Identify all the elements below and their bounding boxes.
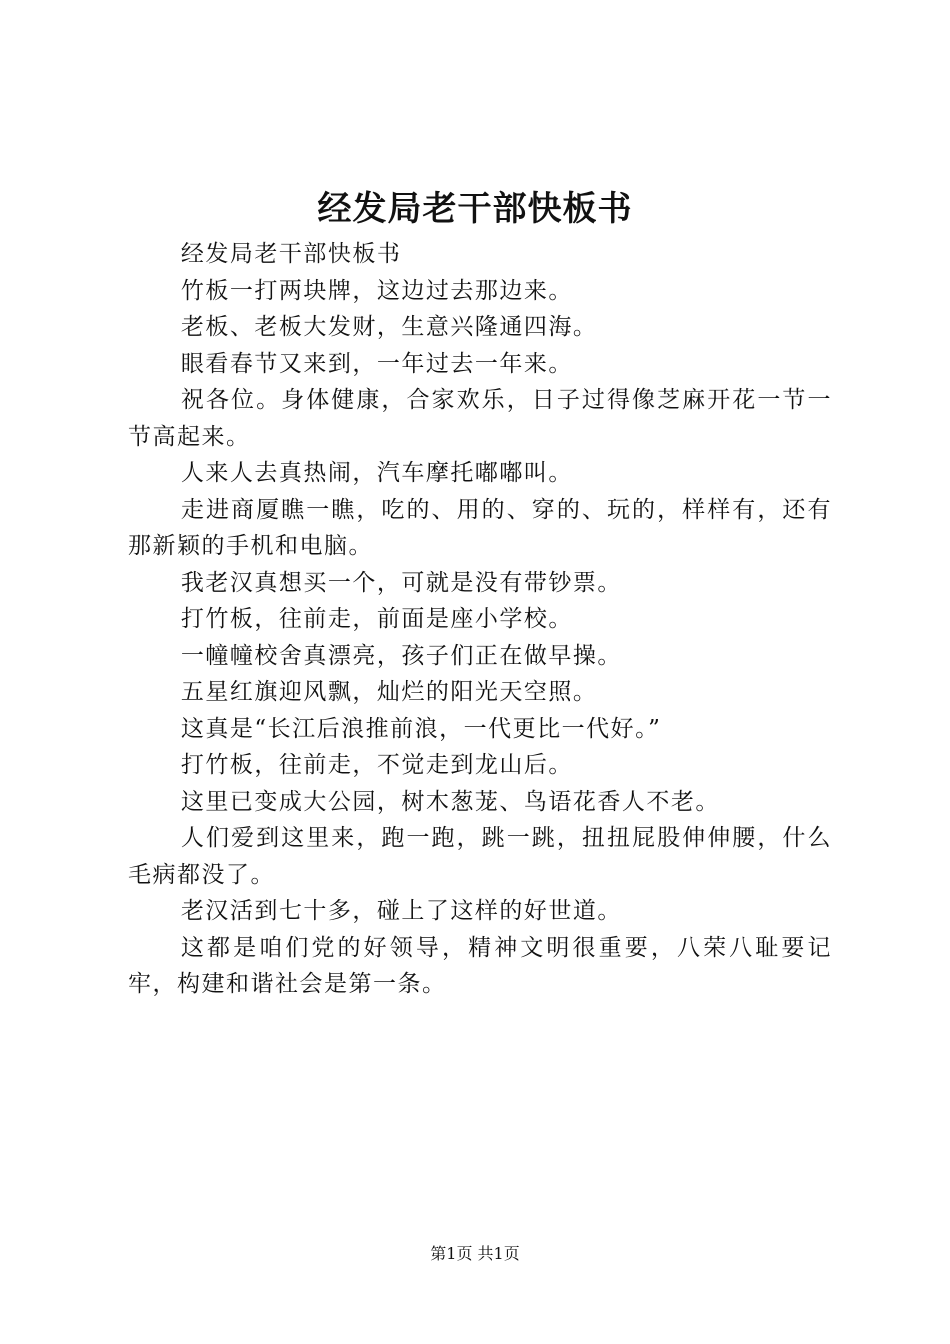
paragraph: 经发局老干部快板书 — [180, 241, 402, 267]
paragraph: 老汉活到七十多，碰上了这样的好世道。 — [180, 898, 622, 924]
paragraph: 眼看春节又来到，一年过去一年来。 — [180, 350, 573, 377]
paragraph: 我老汉真想买一个，可就是没有带钞票。 — [180, 569, 622, 596]
paragraph: 一幢幢校舍真漂亮，孩子们正在做早操。 — [180, 642, 622, 669]
paragraph: 打竹板，往前走，不觉走到龙山后。 — [180, 752, 573, 778]
paragraph: 祝各位。身体健康，合家欢乐，日子过得像芝麻开花一节一节高起来。 — [128, 387, 832, 450]
paragraph: 这里已变成大公园，树木葱茏、鸟语花香人不老。 — [180, 788, 720, 815]
paragraph: 这都是咱们党的好领导，精神文明很重要，八荣八耻要记牢，构建和谐社会是第一条。 — [128, 934, 832, 997]
document-body — [128, 236, 832, 1003]
paragraph: 五星红旗迎风飘，灿烂的阳光天空照。 — [180, 679, 598, 705]
paragraph: 打竹板，往前走，前面是座小学校。 — [180, 606, 573, 632]
paragraph: 人们爱到这里来，跑一跑，跳一跳，扭扭屁股伸伸腰，什么毛病都没了。 — [128, 825, 832, 888]
paragraph: 走进商厦瞧一瞧，吃的、用的、穿的、玩的，样样有，还有那新颖的手机和电脑。 — [128, 496, 832, 559]
paragraph: 这真是“长江后浪推前浪，一代更比一代好。” — [180, 715, 662, 742]
page-footer: 第1页 共1页 — [430, 1244, 520, 1263]
paragraph: 老板、老板大发财，生意兴隆通四海。 — [180, 314, 598, 340]
paragraph: 人来人去真热闹，汽车摩托嘟嘟叫。 — [180, 460, 573, 486]
document-title: 经发局老干部快板书 — [317, 189, 633, 229]
paragraph: 竹板一打两块牌，这边过去那边来。 — [180, 277, 573, 304]
